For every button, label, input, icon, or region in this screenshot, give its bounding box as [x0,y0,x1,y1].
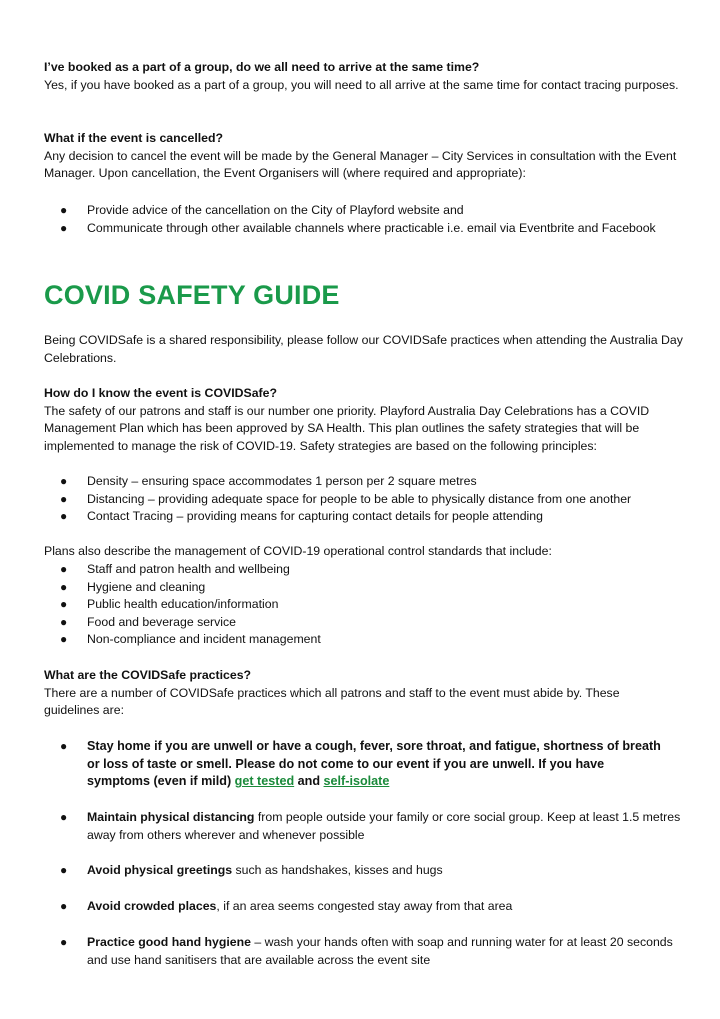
self-isolate-link[interactable]: self-isolate [323,774,390,789]
faq-answer: Any decision to cancel the event will be made by the General Manager – City Services in consultation with the Event Manager. Upon cancellation, the Event Organisers will (where required and appropriate): [44,148,677,181]
list-item: ● Stay home if you are unwell or have a cough, fever, sore throat, and fatigue, shortness of breath or loss of taste or smell. Please do not come to our event if you are unwell. If you have symptoms (even if mild) get tested and self-isolate [60,739,661,789]
faq-question: What if the event is cancelled? [44,131,224,145]
faq-is-covidsafe [44,385,669,455]
list-item: ● Public health education/information [60,596,690,614]
list-item: ● Provide advice of the cancellation on the City of Playford website and [60,202,660,220]
faq-question: How do I know the event is COVIDSafe? [44,386,277,400]
list-item: ● Maintain physical distancing from people outside your family or core social group. Keep at least 1.5 metres away from others wherever and whenever possible [60,810,681,842]
faq-answer: There are a number of COVIDSafe practices which all patrons and staff to the event must abide by. These guidelines are: [44,685,620,718]
bullet-icon: ● [60,863,68,877]
faq-question: I’ve booked as a part of a group, do we all need to arrive at the same time? [44,60,480,74]
cancellation-bullet-list [60,202,660,237]
list-item: ● Distancing – providing adequate space for people to be able to physically distance from one another [60,491,700,509]
bullet-icon: ● [60,579,68,594]
faq-covidsafe-practices [44,667,674,720]
bullet-icon: ● [60,474,68,488]
list-item: ● Hygiene and cleaning [60,579,690,597]
bullet-icon: ● [60,597,68,612]
list-item: ● Contact Tracing – providing means for capturing contact details for people attending [60,508,700,526]
list-item: ● Avoid physical greetings such as handshakes, kisses and hugs [60,862,692,880]
list-item: ● Practice good hand hygiene – wash your hands often with soap and running water for at least 20 seconds and use hand sanitisers that are available across the event site [60,935,673,967]
faq-question: What are the COVIDSafe practices? [44,668,252,682]
faq-answer: The safety of our patrons and staff is our number one priority. Playford Australia Day Celebrations has a COVID Management Plan which has been approved by SA Health. This plan outlines the safety strategies that will be implemented to manage the risk of COVID-19. Safety strategies are based on the following principles: [44,403,650,453]
bullet-icon: ● [60,491,68,506]
bullet-icon: ● [60,509,68,524]
bullet-icon: ● [60,935,68,949]
bullet-icon: ● [60,203,68,217]
faq-event-cancelled [44,130,684,183]
list-item: ● Avoid crowded places, if an area seems congested stay away from that area [60,898,692,916]
standards-bullet-list [60,561,690,649]
bullet-icon: ● [60,220,68,235]
bullet-icon: ● [60,632,68,647]
bullet-icon: ● [60,562,68,576]
list-item: ● Density – ensuring space accommodates 1 person per 2 square metres [60,473,700,491]
get-tested-link[interactable]: get tested [234,774,295,789]
principles-bullet-list [60,473,700,526]
faq-group-arrival [44,59,684,94]
bullet-icon: ● [60,739,68,753]
page-title: COVID SAFETY GUIDE [44,280,340,310]
guide-intro: Being COVIDSafe is a shared responsibility, please follow our COVIDSafe practices when attending the Australia Day Celebrations. [44,333,683,365]
bullet-icon: ● [60,810,68,824]
list-item: ● Communicate through other available channels where practicable i.e. email via Eventbrite and Facebook [60,220,660,238]
bullet-icon: ● [60,614,68,629]
list-item: ● Non-compliance and incident management [60,631,690,649]
list-item: ● Food and beverage service [60,614,690,632]
bullet-icon: ● [60,899,68,913]
faq-answer: Yes, if you have booked as a part of a group, you will need to all arrive at the same time for contact tracing purposes. [44,77,679,92]
list-item: ● Staff and patron health and wellbeing [60,561,690,579]
plans-intro: Plans also describe the management of COVID-19 operational control standards that include: [44,544,552,558]
